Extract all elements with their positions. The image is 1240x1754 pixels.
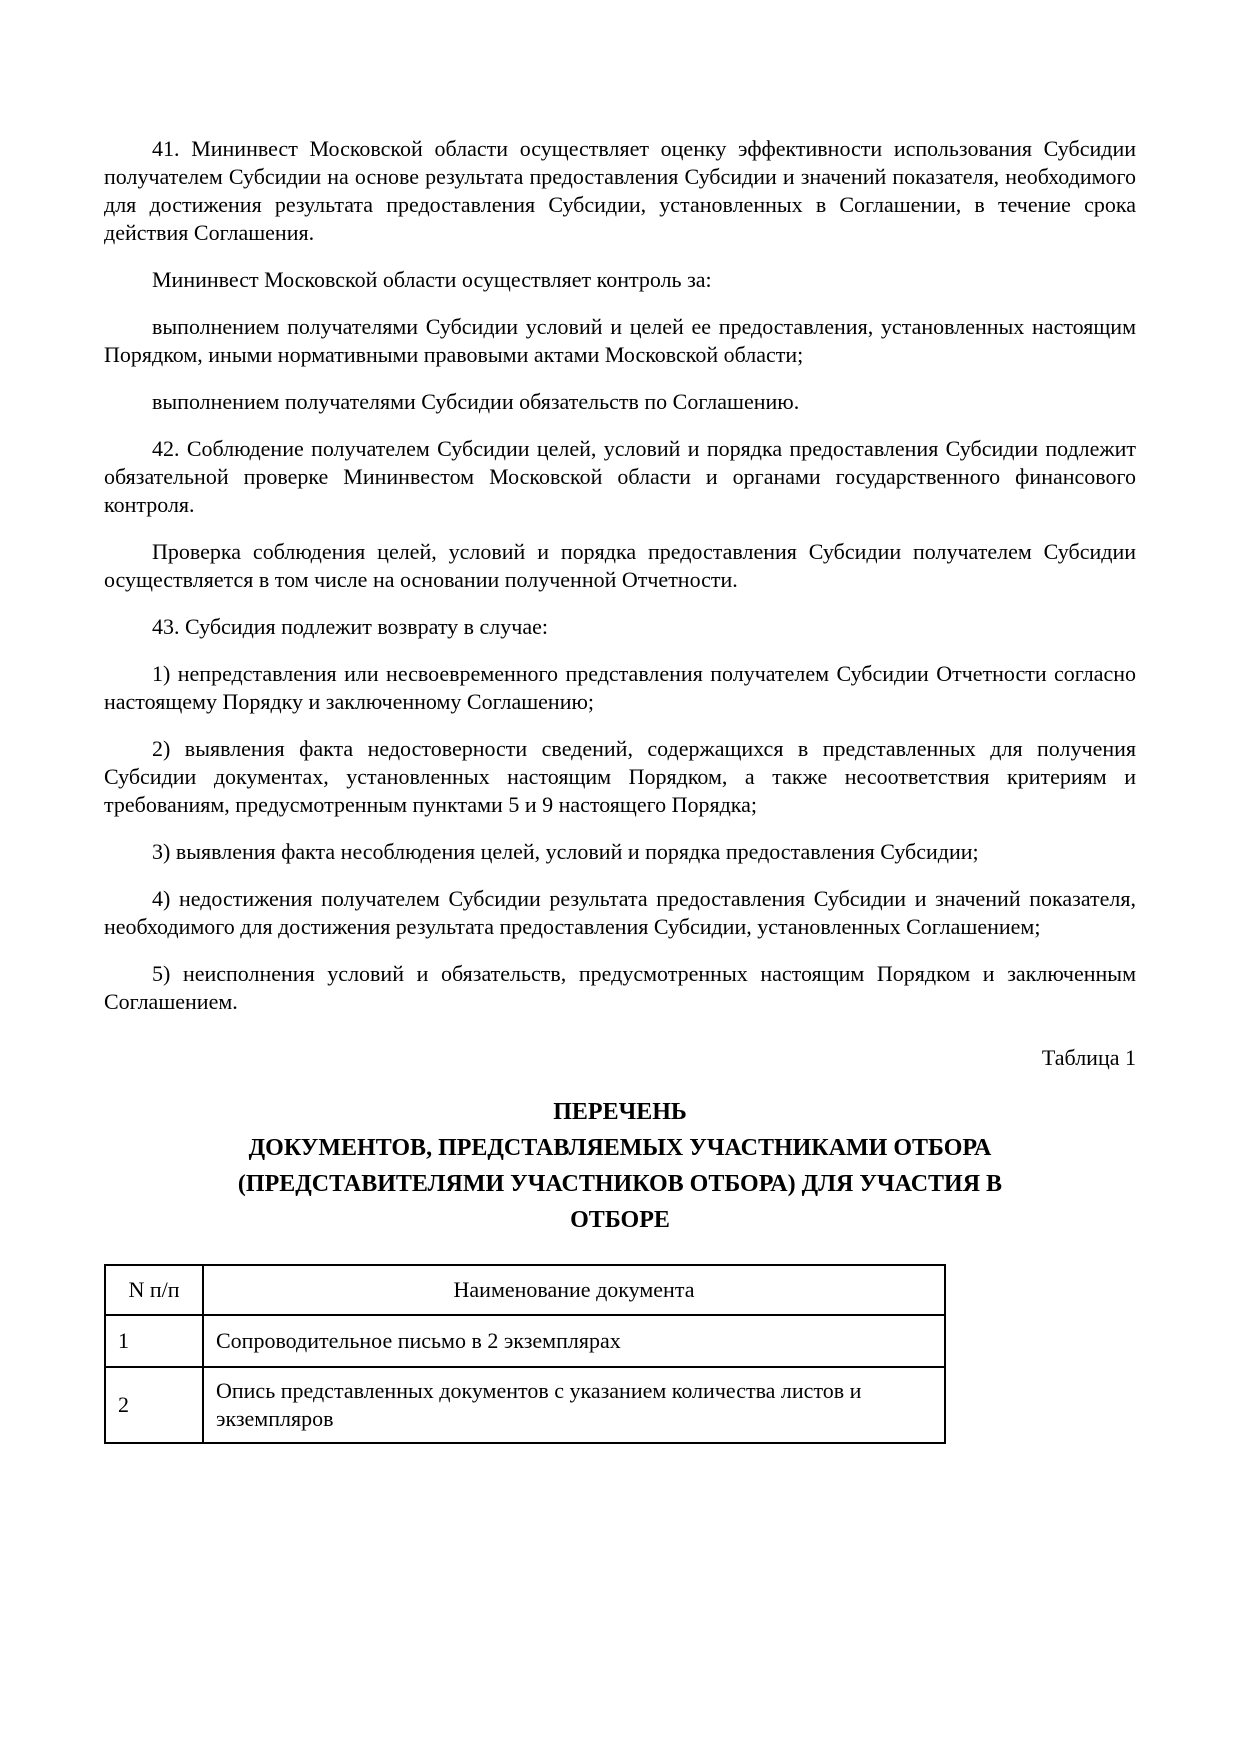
table-title-line-2: ДОКУМЕНТОВ, ПРЕДСТАВЛЯЕМЫХ УЧАСТНИКАМИ ОТБОРА [248,1135,992,1161]
paragraph-43-item-2: 2) выявления факта недостоверности сведений, содержащихся в представленных для получения Субсидии документах, установленных настоящим Порядком, а также несоответствия критериям и требованиям, предусмотренным пунктами 5 и 9 настоящего Порядка; [104,736,1136,817]
documents-table [104,1264,946,1444]
paragraph-43-item-5: 5) неисполнения условий и обязательств, предусмотренных настоящим Порядком и заключенным Соглашением. [104,961,1136,1014]
table-title-line-3: (ПРЕДСТАВИТЕЛЯМИ УЧАСТНИКОВ ОТБОРА) ДЛЯ УЧАСТИЯ В [237,1171,1003,1197]
table-header-document-name: Наименование документа [203,1265,945,1315]
table-header-row [105,1265,945,1315]
table-title-line-4: ОТБОРЕ [570,1207,670,1233]
paragraph-control-intro: Мининвест Московской области осуществляет контроль за: [152,267,712,292]
paragraph-control-item-2: выполнением получателями Субсидии обязательств по Соглашению. [152,389,800,414]
paragraph-43-item-4: 4) недостижения получателем Субсидии результата предоставления Субсидии и значений показателя, необходимого для достижения результата предоставления Субсидии, установленных Соглашением; [104,886,1136,939]
paragraph-42-check: Проверка соблюдения целей, условий и порядка предоставления Субсидии получателем Субсидии осуществляется в том числе на основании полученной Отчетности. [104,539,1136,592]
table-title-line-1: ПЕРЕЧЕНЬ [553,1099,687,1125]
table-label: Таблица 1 [1041,1045,1136,1070]
paragraph-41: 41. Мининвест Московской области осуществляет оценку эффективности использования Субсидии получателем Субсидии на основе результата предоставления Субсидии и значений показателя, необходимого для достижения результата предоставления Субсидии, установленных в Соглашении, в течение срока действия Соглашения. [104,136,1136,245]
paragraph-43: 43. Субсидия подлежит возврату в случае: [152,614,548,639]
paragraph-control-item-1: выполнением получателями Субсидии условий и целей ее предоставления, установленных настоящим Порядком, иными нормативными правовыми актами Московской области; [104,314,1136,367]
table-cell-document-name: Опись представленных документов с указанием количества листов и экземпляров [203,1367,945,1443]
table-row [105,1367,945,1443]
table-cell-document-name: Сопроводительное письмо в 2 экземплярах [203,1315,945,1367]
paragraph-43-item-3: 3) выявления факта несоблюдения целей, условий и порядка предоставления Субсидии; [152,839,979,864]
table-title [104,1094,1136,1238]
table-cell-number: 1 [105,1315,203,1367]
table-cell-number: 2 [105,1367,203,1443]
table-row [105,1315,945,1367]
table-header-number: N п/п [105,1265,203,1315]
paragraph-42: 42. Соблюдение получателем Субсидии целей, условий и порядка предоставления Субсидии подлежит обязательной проверке Мининвестом Московской области и органами государственного финансового контроля. [104,436,1136,517]
paragraph-43-item-1: 1) непредставления или несвоевременного представления получателем Субсидии Отчетности согласно настоящему Порядку и заключенному Соглашению; [104,661,1136,714]
